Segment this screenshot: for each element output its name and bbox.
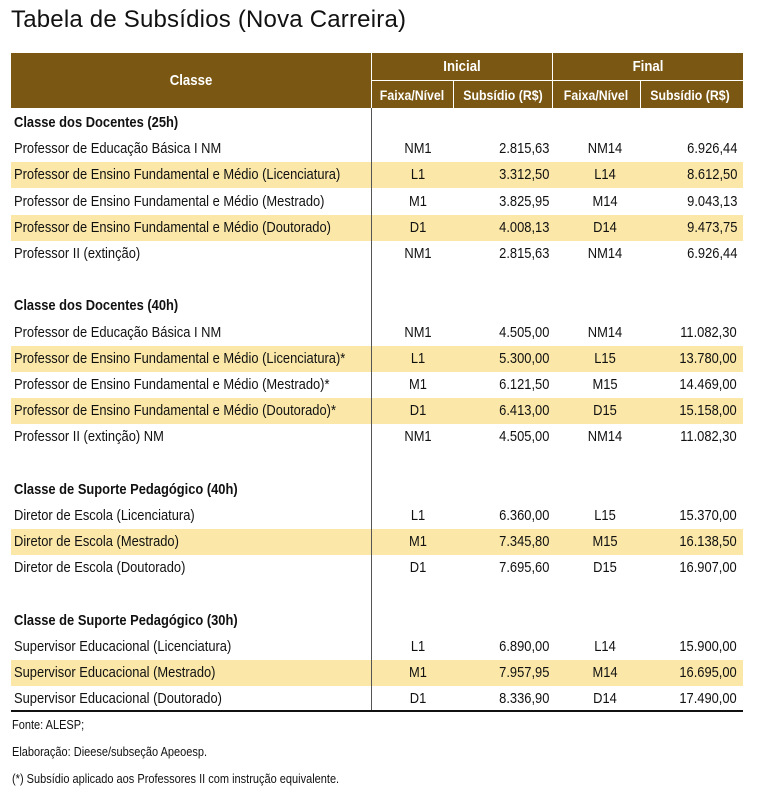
footnote-source: Fonte: ALESP; xyxy=(12,718,85,732)
page-title: Tabela de Subsídios (Nova Carreira) xyxy=(11,6,407,33)
section-heading: Classe dos Docentes (25h) xyxy=(14,114,179,131)
subsidio-inicial-cell: 2.815,63 xyxy=(498,245,549,262)
classe-cell: Professor de Ensino Fundamental e Médio (Licenciatura)* xyxy=(14,350,346,367)
subsidio-final-cell: 11.082,30 xyxy=(680,324,737,341)
subsidio-final-cell: 16.907,00 xyxy=(679,559,737,576)
table-row xyxy=(11,162,743,188)
header-subsidio-inicial: Subsídio (R$) xyxy=(463,86,543,103)
classe-cell: Professor de Educação Básica I NM xyxy=(14,140,222,157)
table-row xyxy=(11,136,743,162)
section-heading: Classe de Suporte Pedagógico (30h) xyxy=(14,612,238,629)
classe-cell: Professor de Ensino Fundamental e Médio (Doutorado) xyxy=(14,219,331,236)
table-row xyxy=(11,660,743,686)
table-row xyxy=(11,346,743,372)
faixa-final-cell: L15 xyxy=(594,350,616,367)
table-row xyxy=(11,215,743,241)
classe-cell: Diretor de Escola (Licenciatura) xyxy=(14,507,195,524)
faixa-inicial-cell: M1 xyxy=(409,664,427,681)
faixa-final-cell: M15 xyxy=(592,533,618,550)
faixa-final-cell: M15 xyxy=(592,376,618,393)
header-divider xyxy=(453,81,454,108)
classe-cell: Supervisor Educacional (Mestrado) xyxy=(14,664,216,681)
faixa-inicial-cell: M1 xyxy=(409,193,427,210)
section-heading-row xyxy=(11,110,743,136)
footnote-elaboration: Elaboração: Dieese/subseção Apeoesp. xyxy=(12,745,208,759)
subsidio-final-cell: 15.900,00 xyxy=(679,638,737,655)
subsidio-final-cell: 15.158,00 xyxy=(679,402,737,419)
table-row xyxy=(11,503,743,529)
section-heading: Classe dos Docentes (40h) xyxy=(14,297,179,314)
faixa-inicial-cell: L1 xyxy=(410,638,426,655)
faixa-final-cell: D14 xyxy=(593,219,617,236)
subsidio-inicial-cell: 6.121,50 xyxy=(498,376,549,393)
subsidio-inicial-cell: 7.695,60 xyxy=(498,559,549,576)
subsidio-inicial-cell: 5.300,00 xyxy=(498,350,549,367)
subsidio-final-cell: 8.612,50 xyxy=(686,166,737,183)
subsidio-final-cell: 11.082,30 xyxy=(680,428,737,445)
faixa-final-cell: D15 xyxy=(593,402,617,419)
subsidio-inicial-cell: 2.815,63 xyxy=(498,140,549,157)
faixa-final-cell: D14 xyxy=(593,690,617,707)
faixa-inicial-cell: D1 xyxy=(409,219,427,236)
header-subsidio-final: Subsídio (R$) xyxy=(650,86,730,103)
table-row xyxy=(11,241,743,267)
classe-cell: Professor de Ensino Fundamental e Médio (Licenciatura) xyxy=(14,166,341,183)
classe-cell: Supervisor Educacional (Licenciatura) xyxy=(14,638,232,655)
header-faixa-final: Faixa/Nível xyxy=(563,86,629,103)
faixa-inicial-cell: D1 xyxy=(409,402,427,419)
faixa-final-cell: L15 xyxy=(594,507,616,524)
subsidio-final-cell: 6.926,44 xyxy=(686,245,737,262)
faixa-inicial-cell: D1 xyxy=(409,690,427,707)
section-heading: Classe de Suporte Pedagógico (40h) xyxy=(14,481,238,498)
faixa-inicial-cell: D1 xyxy=(409,559,427,576)
subsidio-final-cell: 15.370,00 xyxy=(679,507,737,524)
table-row xyxy=(11,555,743,581)
faixa-inicial-cell: NM1 xyxy=(404,140,432,157)
subsidio-inicial-cell: 6.360,00 xyxy=(498,507,549,524)
faixa-final-cell: D15 xyxy=(593,559,617,576)
subsidio-inicial-cell: 3.825,95 xyxy=(498,193,549,210)
footnote-asterisk: (*) Subsídio aplicado aos Professores II com instrução equivalente. xyxy=(12,772,340,786)
faixa-inicial-cell: NM1 xyxy=(404,324,432,341)
table-row xyxy=(11,424,743,450)
subsidio-final-cell: 14.469,00 xyxy=(679,376,737,393)
subsidio-final-cell: 9.473,75 xyxy=(686,219,737,236)
subsidio-inicial-cell: 8.336,90 xyxy=(498,690,549,707)
subsidio-inicial-cell: 4.008,13 xyxy=(498,219,549,236)
faixa-final-cell: M14 xyxy=(592,193,618,210)
faixa-final-cell: NM14 xyxy=(587,324,623,341)
table-row xyxy=(11,529,743,555)
subsidio-final-cell: 16.695,00 xyxy=(679,664,737,681)
classe-cell: Diretor de Escola (Mestrado) xyxy=(14,533,179,550)
subsidio-inicial-cell: 4.505,00 xyxy=(498,428,549,445)
header-faixa-inicial: Faixa/Nível xyxy=(379,86,445,103)
table-row xyxy=(11,398,743,424)
faixa-final-cell: NM14 xyxy=(587,428,623,445)
subsidio-final-cell: 6.926,44 xyxy=(686,140,737,157)
section-heading-row xyxy=(11,608,743,634)
header-divider xyxy=(640,81,641,108)
table-row xyxy=(11,634,743,660)
header-inicial: Inicial xyxy=(443,58,481,75)
classe-cell: Professor II (extinção) NM xyxy=(14,428,164,445)
faixa-final-cell: L14 xyxy=(594,638,616,655)
subsidio-final-cell: 16.138,50 xyxy=(679,533,737,550)
table-bottom-rule xyxy=(11,710,743,712)
faixa-inicial-cell: NM1 xyxy=(404,245,432,262)
subsidio-inicial-cell: 7.345,80 xyxy=(498,533,549,550)
classe-cell: Diretor de Escola (Doutorado) xyxy=(14,559,186,576)
table-row xyxy=(11,189,743,215)
header-classe: Classe xyxy=(169,72,213,89)
faixa-inicial-cell: M1 xyxy=(409,533,427,550)
classe-cell: Professor de Ensino Fundamental e Médio (Mestrado) xyxy=(14,193,325,210)
subsidio-final-cell: 13.780,00 xyxy=(679,350,737,367)
faixa-inicial-cell: L1 xyxy=(410,507,426,524)
subsidio-inicial-cell: 6.890,00 xyxy=(498,638,549,655)
classe-cell: Professor de Ensino Fundamental e Médio (Doutorado)* xyxy=(14,402,336,419)
classe-cell: Professor de Educação Básica I NM xyxy=(14,324,222,341)
table-row xyxy=(11,686,743,712)
table-row xyxy=(11,320,743,346)
classe-cell: Professor II (extinção) xyxy=(14,245,141,262)
faixa-final-cell: L14 xyxy=(594,166,616,183)
header-divider xyxy=(372,80,743,81)
table-row xyxy=(11,372,743,398)
section-heading-row xyxy=(11,477,743,503)
header-final: Final xyxy=(632,58,664,75)
classe-cell: Supervisor Educacional (Doutorado) xyxy=(14,690,222,707)
faixa-inicial-cell: M1 xyxy=(409,376,427,393)
faixa-inicial-cell: L1 xyxy=(410,350,426,367)
subsidio-inicial-cell: 7.957,95 xyxy=(498,664,549,681)
column-divider xyxy=(371,108,372,710)
faixa-final-cell: M14 xyxy=(592,664,618,681)
faixa-inicial-cell: L1 xyxy=(410,166,426,183)
faixa-final-cell: NM14 xyxy=(587,245,623,262)
faixa-final-cell: NM14 xyxy=(587,140,623,157)
faixa-inicial-cell: NM1 xyxy=(404,428,432,445)
subsidio-inicial-cell: 4.505,00 xyxy=(498,324,549,341)
subsidio-final-cell: 9.043,13 xyxy=(686,193,737,210)
subsidio-inicial-cell: 3.312,50 xyxy=(498,166,549,183)
subsidio-inicial-cell: 6.413,00 xyxy=(498,402,549,419)
subsidio-final-cell: 17.490,00 xyxy=(679,690,737,707)
classe-cell: Professor de Ensino Fundamental e Médio (Mestrado)* xyxy=(14,376,330,393)
section-heading-row xyxy=(11,293,743,319)
